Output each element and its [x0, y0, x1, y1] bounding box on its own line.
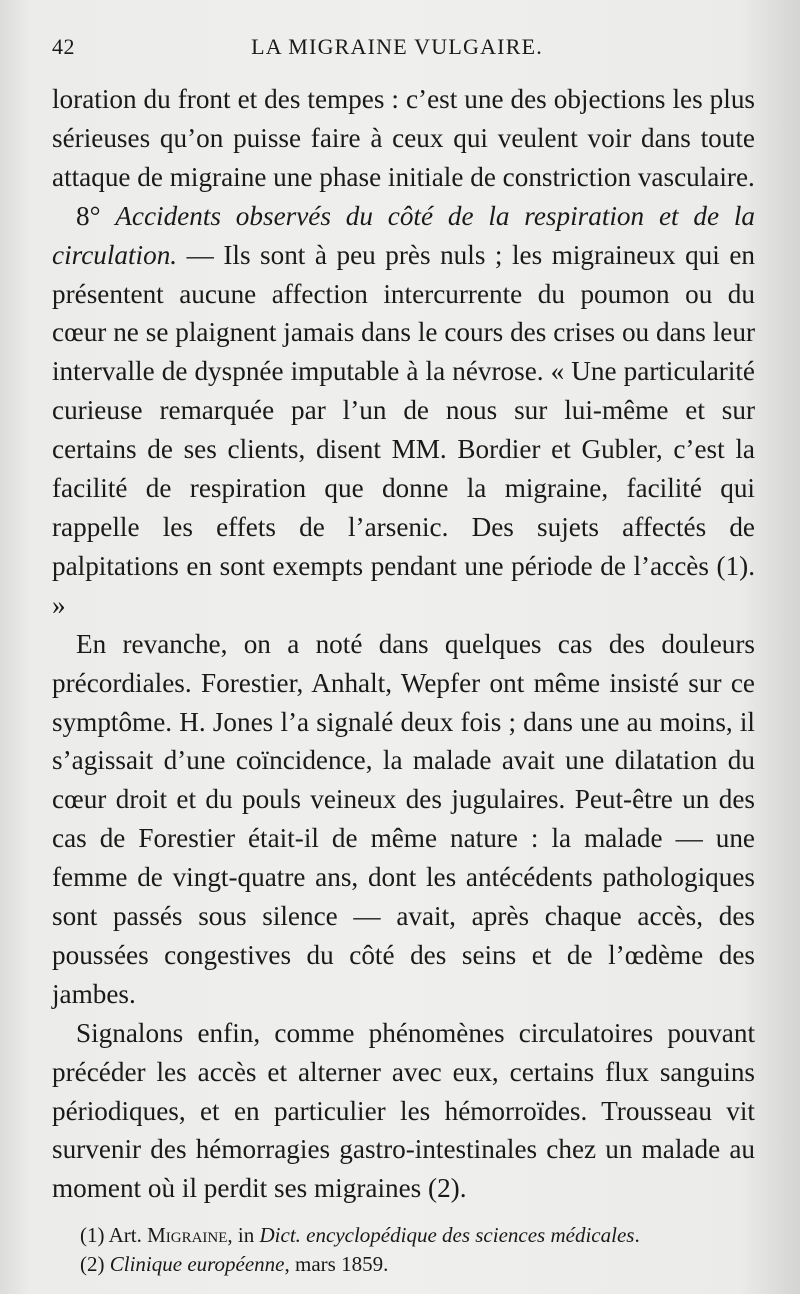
paragraph-continuation: [52, 80, 755, 197]
footnote-marker: (1): [80, 1223, 105, 1247]
section-heading: Accidents observés du côté de la respiration et de la circulation.: [52, 200, 756, 270]
footnote-source-title: Clinique européenne: [109, 1252, 285, 1276]
paragraph-text: En revanche, on a noté dans quelques cas des douleurs précordiales. Forestier, Anhalt, Wepfer ont même insisté sur ce symptôme. H. Jones l’a signalé deux fois ; dans une au moins, il s’agissait d’une coïncidence, la malade avait une dilatation du cœur droit et du pouls veineux des jugulaires. Peut-être un des cas de Forestier était-il de même nature : la malade — une femme de vingt-quatre ans, dont les antécédents pathologiques sont passés sous silence — avait, après chaque accès, des poussées congestives du côté des seins et de l’œdème des jambes.: [52, 628, 755, 1009]
section-number: 8°: [76, 200, 101, 231]
footnotes: [80, 1221, 760, 1279]
footnote-suffix: .: [634, 1223, 640, 1247]
footnote-2: [80, 1250, 760, 1279]
paragraph-signalons: [52, 1014, 755, 1209]
paragraph-section-8: [52, 197, 755, 625]
footnote-marker: (2): [80, 1252, 105, 1276]
page-number: 42: [52, 34, 75, 59]
page-header: [52, 34, 742, 70]
footnote-prefix: Art.: [108, 1223, 142, 1247]
body-text: [52, 80, 755, 1208]
footnote-article-title: Migraine: [147, 1223, 228, 1247]
footnote-middle: , in: [227, 1223, 255, 1247]
running-head: LA MIGRAINE VULGAIRE.: [251, 34, 543, 59]
paragraph-text: loration du front et des tempes : c’est une des objections les plus sérieuses qu’on puisse faire à ceux qui veulent voir dans toute attaque de migraine une phase initiale de constriction vasculaire.: [52, 84, 755, 192]
footnote-source-title: Dict. encyclopédique des sciences médicales: [259, 1223, 635, 1247]
paragraph-douleurs: [52, 625, 755, 1014]
paragraph-text: Signalons enfin, comme phénomènes circulatoires pouvant précéder les accès et alterner avec eux, certains flux sanguins périodiques, et en particulier les hémorroïdes. Trousseau vit survenir des hémorragies gastro-intestinales chez un malade au moment où il perdit ses migraines (2).: [52, 1017, 755, 1204]
paragraph-text: — Ils sont à peu près nuls ; les migraineux qui en présentent aucune affection intercurrente du poumon ou du cœur ne se plaignent jamais dans le cours des crises ou dans leur intervalle de dyspnée imputable à la névrose. « Une particularité curieuse remarquée par l’un de nous sur lui-même et sur certains de ses clients, disent MM. Bordier et Gubler, c’est la facilité de respiration que donne la migraine, facilité qui rappelle les effets de l’arsenic. Des sujets affectés de palpitations en sont exempts pendant une période de l’accès (1). »: [52, 239, 755, 620]
footnote-1: [80, 1221, 760, 1250]
footnote-suffix: , mars 1859.: [284, 1252, 389, 1276]
